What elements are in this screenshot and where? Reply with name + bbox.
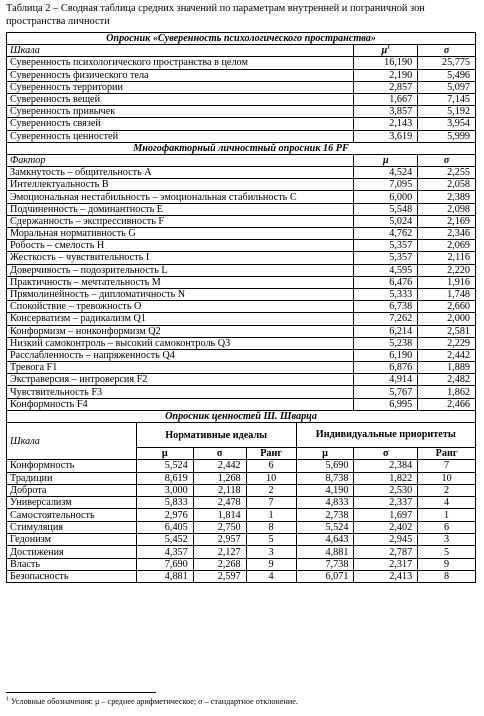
- table-row: [7, 534, 476, 546]
- table-row: [7, 386, 476, 398]
- row-label: Доброта: [7, 484, 137, 496]
- sd-value: 2,402: [354, 521, 418, 533]
- rank-value: 10: [418, 472, 476, 484]
- column-header-sigma: σ: [418, 45, 476, 57]
- mean-value: 4,190: [296, 484, 354, 496]
- mean-value: 5,024: [354, 215, 418, 227]
- sd-value: 2,389: [418, 191, 476, 203]
- mean-value: 5,548: [354, 203, 418, 215]
- rank-value: 1: [246, 509, 296, 521]
- table-caption: Таблица 2 – Сводная таблица средних значений по параметрам внутренней и пограничной зон пространства личности: [6, 3, 425, 27]
- mean-value: 8,619: [136, 472, 193, 484]
- sd-value: 2,255: [418, 167, 476, 179]
- mean-value: 6,405: [136, 521, 193, 533]
- mean-value: 3,857: [354, 106, 418, 118]
- sd-value: 2,069: [418, 240, 476, 252]
- sd-value: 7,145: [418, 93, 476, 105]
- column-subheader: μ: [136, 448, 193, 460]
- row-label: Суверенность вещей: [7, 93, 354, 105]
- sd-value: 5,999: [418, 130, 476, 142]
- column-header-mu: μ: [354, 154, 418, 166]
- row-label: Интеллектуальность В: [7, 179, 354, 191]
- mean-value: 6,000: [354, 191, 418, 203]
- mean-value: 3,000: [136, 484, 193, 496]
- table-row: [7, 276, 476, 288]
- rank-value: 3: [246, 546, 296, 558]
- mean-value: 7,690: [136, 558, 193, 570]
- table-row: [7, 130, 476, 142]
- sd-value: 2,384: [354, 460, 418, 472]
- table-row: [7, 252, 476, 264]
- mean-value: 5,833: [136, 497, 193, 509]
- sd-value: 2,337: [354, 497, 418, 509]
- mean-value: 6,995: [354, 398, 418, 410]
- table-row: [7, 179, 476, 191]
- table-row: [7, 398, 476, 410]
- column-subheader: μ: [296, 448, 354, 460]
- footnote-ref: 1: [387, 44, 391, 51]
- row-label: Подчиненность – доминантность Е: [7, 203, 354, 215]
- mean-value: 7,738: [296, 558, 354, 570]
- sd-value: 2,466: [418, 398, 476, 410]
- sd-value: 2,116: [418, 252, 476, 264]
- section-title-row: [7, 33, 476, 45]
- mean-value: 7,262: [354, 313, 418, 325]
- sd-value: 1,748: [418, 288, 476, 300]
- column-header-mu: [354, 45, 418, 57]
- sd-value: 2,660: [418, 301, 476, 313]
- rank-value: 7: [246, 497, 296, 509]
- row-label: Власть: [7, 558, 137, 570]
- table-row: [7, 215, 476, 227]
- table-row: [7, 337, 476, 349]
- mean-value: 5,238: [354, 337, 418, 349]
- mean-value: 4,914: [354, 374, 418, 386]
- sd-value: 2,346: [418, 228, 476, 240]
- row-label: Суверенность психологического пространства в целом: [7, 57, 354, 69]
- rank-value: 2: [246, 484, 296, 496]
- sd-value: 2,750: [193, 521, 246, 533]
- row-label: Расслабленность – напряженность Q4: [7, 349, 354, 361]
- group-header-individual: Индивидуальные приоритеты: [296, 423, 475, 448]
- mean-value: 2,190: [354, 69, 418, 81]
- rank-value: 6: [418, 521, 476, 533]
- sd-value: 2,957: [193, 534, 246, 546]
- sd-value: 2,268: [193, 558, 246, 570]
- sd-value: 2,118: [193, 484, 246, 496]
- table-row: [7, 558, 476, 570]
- mean-value: 5,452: [136, 534, 193, 546]
- table-row: [7, 460, 476, 472]
- sd-value: 1,822: [354, 472, 418, 484]
- sd-value: 2,442: [418, 349, 476, 361]
- sd-value: 2,530: [354, 484, 418, 496]
- rank-value: 3: [418, 534, 476, 546]
- sd-value: 2,058: [418, 179, 476, 191]
- table-row: [7, 546, 476, 558]
- column-header-sigma: σ: [418, 154, 476, 166]
- sd-value: 2,220: [418, 264, 476, 276]
- column-header-scale: Шкала: [7, 45, 354, 57]
- table-row: [7, 301, 476, 313]
- mu-label: μ: [381, 45, 388, 57]
- row-label: Суверенность ценностей: [7, 130, 354, 142]
- mean-value: 4,833: [296, 497, 354, 509]
- row-label: Гедонизм: [7, 534, 137, 546]
- sd-value: 1,862: [418, 386, 476, 398]
- mean-value: 4,762: [354, 228, 418, 240]
- rank-value: 5: [418, 546, 476, 558]
- header-row: [7, 45, 476, 57]
- mean-value: 2,857: [354, 81, 418, 93]
- column-subheader: Ранг: [418, 448, 476, 460]
- table-row: [7, 93, 476, 105]
- sd-value: 2,787: [354, 546, 418, 558]
- rank-value: 7: [418, 460, 476, 472]
- sd-value: 2,229: [418, 337, 476, 349]
- mean-value: 5,357: [354, 252, 418, 264]
- row-label: Сдержанность – экспрессивность F: [7, 215, 354, 227]
- footnote-divider: [6, 692, 156, 693]
- mean-value: 6,476: [354, 276, 418, 288]
- row-label: Суверенность физического тела: [7, 69, 354, 81]
- rank-value: 4: [418, 497, 476, 509]
- table-row: [7, 228, 476, 240]
- table-row: [7, 57, 476, 69]
- table-row: [7, 570, 476, 582]
- rank-value: 1: [418, 509, 476, 521]
- mean-value: 6,214: [354, 325, 418, 337]
- row-label: Консерватизм – радикализм Q1: [7, 313, 354, 325]
- rank-value: 2: [418, 484, 476, 496]
- sd-value: 2,098: [418, 203, 476, 215]
- sd-value: 2,127: [193, 546, 246, 558]
- row-label: Эмоциональная нестабильность – эмоциональная стабильность С: [7, 191, 354, 203]
- sd-value: 1,814: [193, 509, 246, 521]
- table-row: [7, 118, 476, 130]
- table-row: [7, 313, 476, 325]
- row-label: Чувствительность F3: [7, 386, 354, 398]
- row-label: Достижения: [7, 546, 137, 558]
- mean-value: 3,619: [354, 130, 418, 142]
- table-row: [7, 521, 476, 533]
- section-title-row: [7, 142, 476, 154]
- sd-value: 5,097: [418, 81, 476, 93]
- row-label: Замкнутость – общительность А: [7, 167, 354, 179]
- row-label: Робость – смелость H: [7, 240, 354, 252]
- mean-value: 7,095: [354, 179, 418, 191]
- mean-value: 8,738: [296, 472, 354, 484]
- mean-value: 2,976: [136, 509, 193, 521]
- sd-value: 2,442: [193, 460, 246, 472]
- row-label: Суверенность связей: [7, 118, 354, 130]
- group-header-row: [7, 423, 476, 448]
- table-row: [7, 81, 476, 93]
- rank-value: 9: [418, 558, 476, 570]
- table-row: [7, 374, 476, 386]
- mean-value: 16,190: [354, 57, 418, 69]
- table-row: [7, 497, 476, 509]
- footnote-text: Условные обозначения: μ – среднее арифметическое; σ – стандартное отклонение.: [9, 697, 298, 706]
- table-row: [7, 264, 476, 276]
- sd-value: 1,697: [354, 509, 418, 521]
- row-label: Суверенность территории: [7, 81, 354, 93]
- row-label: Самостоятельность: [7, 509, 137, 521]
- column-header-scale: Шкала: [7, 423, 137, 460]
- table-row: [7, 191, 476, 203]
- sd-value: 2,169: [418, 215, 476, 227]
- rank-value: 5: [246, 534, 296, 546]
- section-title: Опросник «Суверенность психологического пространства»: [7, 33, 476, 45]
- sd-value: 1,889: [418, 362, 476, 374]
- row-label: Практичность – мечтательность M: [7, 276, 354, 288]
- sd-value: 2,482: [418, 374, 476, 386]
- footnote: [6, 697, 298, 707]
- row-label: Жесткость – чувствительность I: [7, 252, 354, 264]
- table-row: [7, 240, 476, 252]
- mean-value: 4,881: [296, 546, 354, 558]
- mean-value: 5,767: [354, 386, 418, 398]
- sd-value: 2,413: [354, 570, 418, 582]
- mean-value: 4,881: [136, 570, 193, 582]
- row-label: Стимуляция: [7, 521, 137, 533]
- row-label: Конформизм – нонконформизм Q2: [7, 325, 354, 337]
- mean-value: 6,876: [354, 362, 418, 374]
- row-label: Универсализм: [7, 497, 137, 509]
- row-label: Доверчивость – подозрительность L: [7, 264, 354, 276]
- column-header-factor: Фактор: [7, 154, 354, 166]
- mean-value: 4,524: [354, 167, 418, 179]
- sd-value: 5,496: [418, 69, 476, 81]
- row-label: Моральная нормативность G: [7, 228, 354, 240]
- row-label: Суверенность привычек: [7, 106, 354, 118]
- row-label: Экстраверсия – интроверсия F2: [7, 374, 354, 386]
- row-label: Конформность F4: [7, 398, 354, 410]
- rank-value: 4: [246, 570, 296, 582]
- mean-value: 5,690: [296, 460, 354, 472]
- sd-value: 2,478: [193, 497, 246, 509]
- row-label: Конформность: [7, 460, 137, 472]
- sd-value: 2,000: [418, 313, 476, 325]
- mean-value: 6,071: [296, 570, 354, 582]
- table-row: [7, 288, 476, 300]
- row-label: Традиции: [7, 472, 137, 484]
- sd-value: 3,954: [418, 118, 476, 130]
- mean-value: 1,667: [354, 93, 418, 105]
- mean-value: 4,595: [354, 264, 418, 276]
- table-row: [7, 167, 476, 179]
- mean-value: 2,738: [296, 509, 354, 521]
- table-row: [7, 362, 476, 374]
- rank-value: 9: [246, 558, 296, 570]
- sd-value: 1,916: [418, 276, 476, 288]
- sd-value: 25,775: [418, 57, 476, 69]
- sd-value: 2,597: [193, 570, 246, 582]
- footnote-mark: 1: [6, 696, 9, 703]
- table-row: [7, 69, 476, 81]
- table-row: [7, 509, 476, 521]
- mean-value: 6,738: [354, 301, 418, 313]
- row-label: Тревога F1: [7, 362, 354, 374]
- row-label: Низкий самоконтроль – высокий самоконтроль Q3: [7, 337, 354, 349]
- column-subheader: σ: [354, 448, 418, 460]
- mean-value: 5,524: [296, 521, 354, 533]
- row-label: Прямолинейность – дипломатичность N: [7, 288, 354, 300]
- sd-value: 1,268: [193, 472, 246, 484]
- section-title: Опросник ценностей Ш. Шварца: [7, 410, 476, 422]
- rank-value: 8: [418, 570, 476, 582]
- table-row: [7, 472, 476, 484]
- group-header-normative: Нормативные идеалы: [136, 423, 296, 448]
- sd-value: 2,581: [418, 325, 476, 337]
- column-subheader: σ: [193, 448, 246, 460]
- sd-value: 2,945: [354, 534, 418, 546]
- row-label: Безопасность: [7, 570, 137, 582]
- sd-value: 2,317: [354, 558, 418, 570]
- summary-table: [6, 32, 476, 583]
- column-subheader: Ранг: [246, 448, 296, 460]
- header-row: [7, 154, 476, 166]
- rank-value: 10: [246, 472, 296, 484]
- table-row: [7, 484, 476, 496]
- sd-value: 5,192: [418, 106, 476, 118]
- row-label: Спокойствие – тревожность О: [7, 301, 354, 313]
- mean-value: 5,333: [354, 288, 418, 300]
- mean-value: 2,143: [354, 118, 418, 130]
- table-row: [7, 349, 476, 361]
- section-title-row: [7, 410, 476, 422]
- rank-value: 8: [246, 521, 296, 533]
- table-row: [7, 203, 476, 215]
- table-row: [7, 325, 476, 337]
- section-title: Многофакторный личностный опросник 16 PF: [7, 142, 476, 154]
- mean-value: 4,643: [296, 534, 354, 546]
- mean-value: 6,190: [354, 349, 418, 361]
- mean-value: 5,524: [136, 460, 193, 472]
- table-row: [7, 106, 476, 118]
- rank-value: 6: [246, 460, 296, 472]
- mean-value: 4,357: [136, 546, 193, 558]
- mean-value: 5,357: [354, 240, 418, 252]
